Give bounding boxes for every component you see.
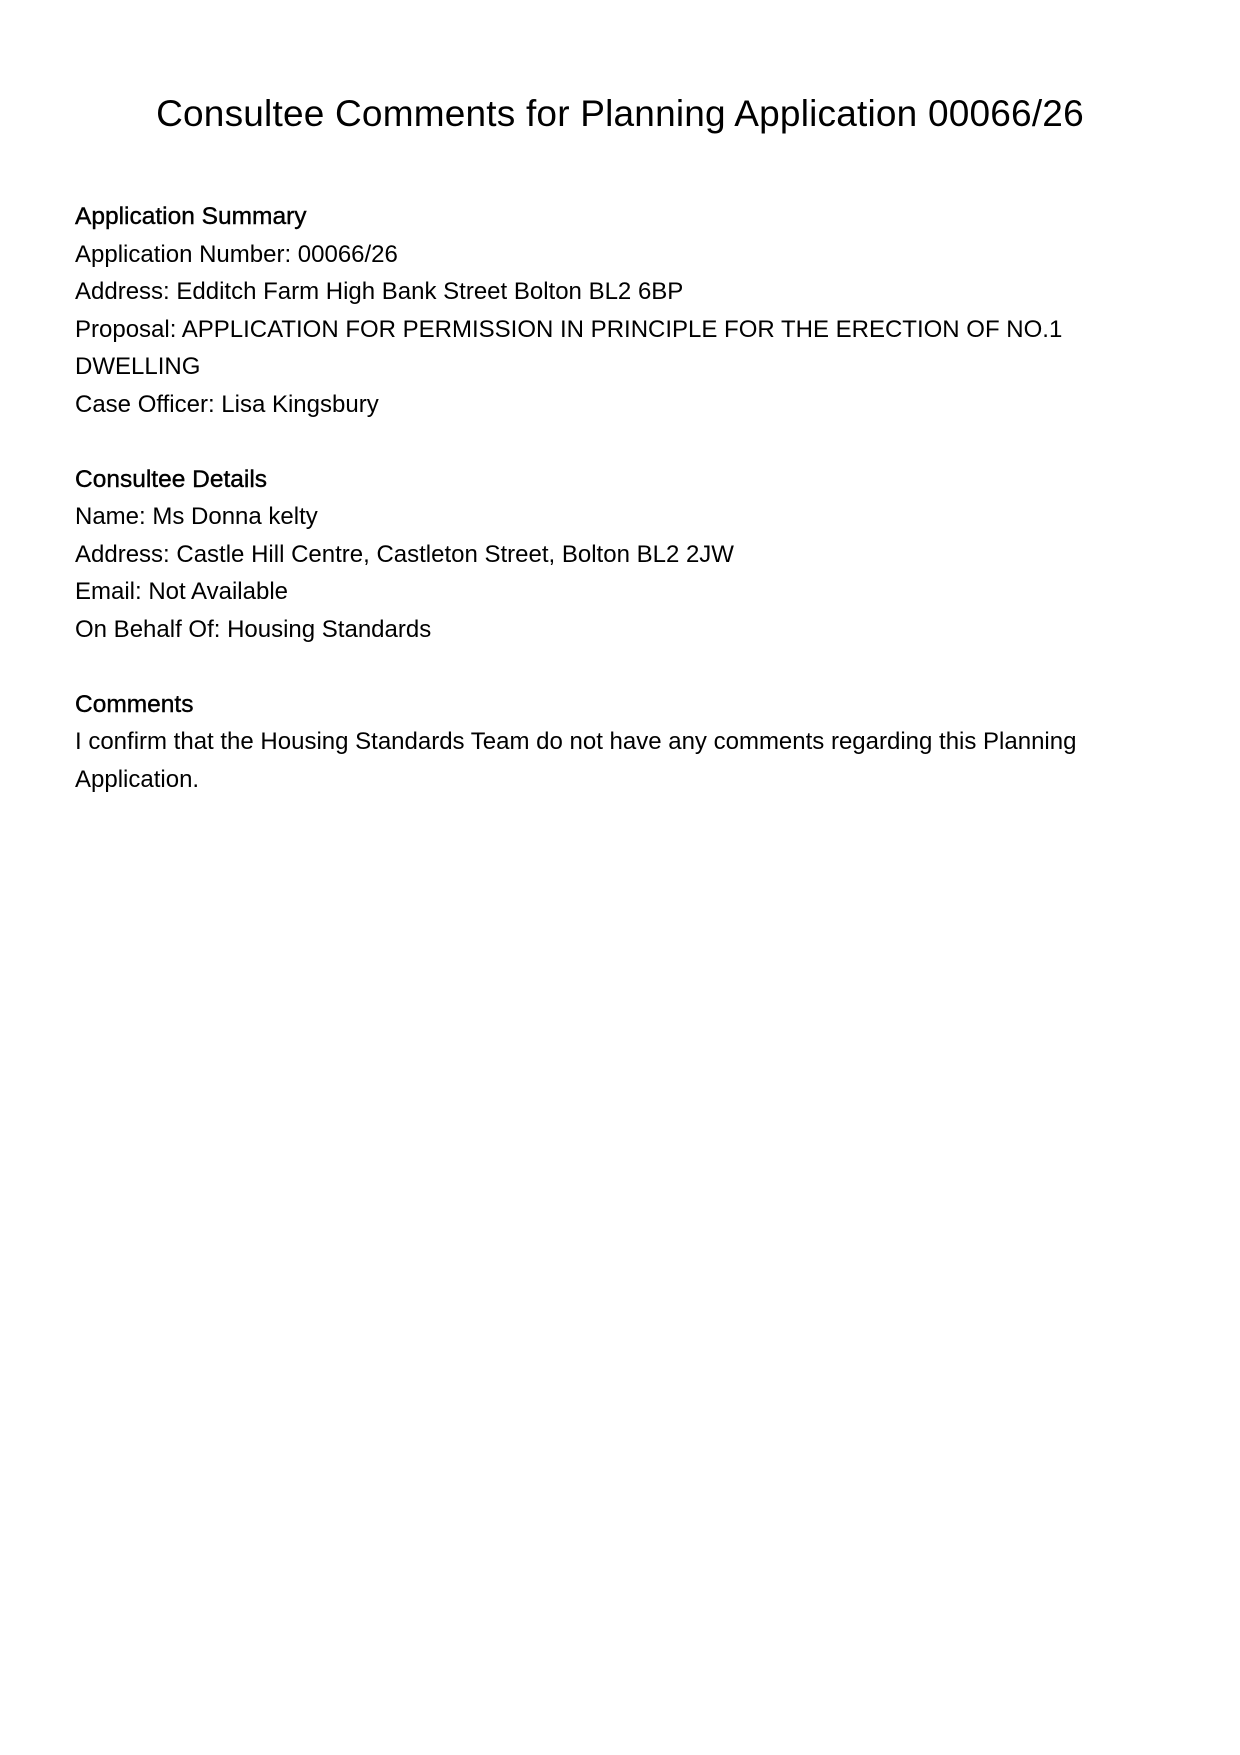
application-proposal: Proposal: APPLICATION FOR PERMISSION IN PRINCIPLE FOR THE ERECTION OF NO.1 DWELLING bbox=[75, 315, 1063, 380]
page-title: Consultee Comments for Planning Application 00066/26 bbox=[156, 93, 1084, 134]
consultee-details-section bbox=[75, 461, 1165, 649]
case-officer: Case Officer: Lisa Kingsbury bbox=[75, 390, 379, 418]
application-summary-heading: Application Summary bbox=[75, 203, 307, 230]
comments-heading: Comments bbox=[75, 690, 194, 718]
consultee-name: Name: Ms Donna kelty bbox=[75, 503, 318, 530]
consultee-on-behalf-of: On Behalf Of: Housing Standards bbox=[75, 615, 432, 643]
document-body bbox=[75, 198, 1165, 836]
comments-section bbox=[75, 686, 1165, 799]
consultee-email: Email: Not Available bbox=[75, 578, 288, 605]
consultee-address: Address: Castle Hill Centre, Castleton Street, Bolton BL2 2JW bbox=[75, 540, 734, 568]
comments-text: I confirm that the Housing Standards Team do not have any comments regarding this Planning Application. bbox=[75, 728, 1077, 793]
application-number: Application Number: 00066/26 bbox=[75, 240, 398, 268]
application-summary-section bbox=[75, 198, 1165, 423]
consultee-details-heading: Consultee Details bbox=[75, 465, 268, 493]
application-address: Address: Edditch Farm High Bank Street Bolton BL2 6BP bbox=[75, 278, 684, 305]
